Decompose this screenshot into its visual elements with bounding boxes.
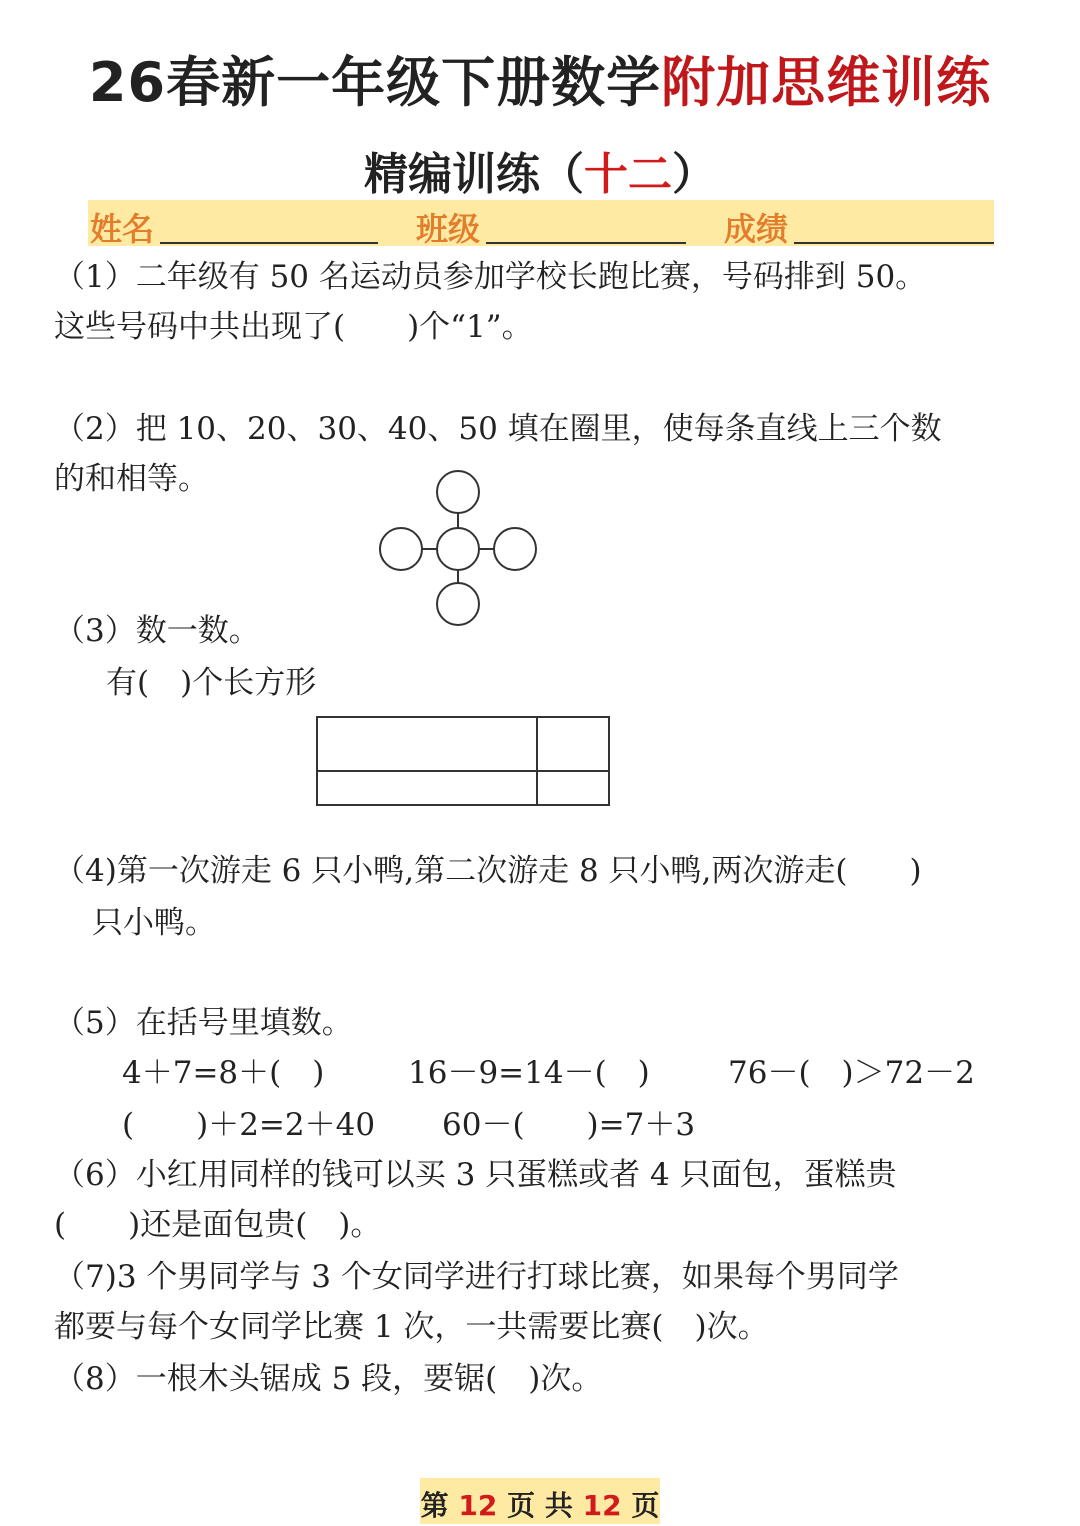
subtitle-number: 十二 xyxy=(584,149,672,200)
circle-right[interactable] xyxy=(494,528,536,570)
rectangle-horizontal-divider xyxy=(316,770,610,772)
q5-equation-c: 76－( )＞72－2 xyxy=(728,1055,975,1091)
footer-prefix: 第 xyxy=(420,1489,449,1522)
subtitle-prefix: 精编训练（ xyxy=(364,149,584,200)
rectangle-vertical-divider xyxy=(536,716,538,806)
footer-suffix: 页 xyxy=(631,1489,660,1522)
cross-circle-figure xyxy=(370,466,550,632)
score-field[interactable] xyxy=(794,242,994,244)
total-page-number: 12 xyxy=(582,1489,622,1522)
q4-line2: 只小鸭。 xyxy=(92,905,216,941)
class-label: 班级 xyxy=(416,210,481,248)
name-field[interactable] xyxy=(160,242,378,244)
q6-line2: ( )还是面包贵( )。 xyxy=(54,1207,382,1243)
q8-line1: （8）一根木头锯成 5 段，要锯( )次。 xyxy=(54,1361,603,1397)
title-highlight: 附加思维训练 xyxy=(661,51,992,114)
q2-line1: （2）把 10、20、30、40、50 填在圈里，使每条直线上三个数 xyxy=(54,411,942,447)
footer-middle: 页 共 xyxy=(507,1489,573,1522)
q3-line1: （3）数一数。 xyxy=(54,613,260,649)
info-bar xyxy=(88,200,994,246)
q5-equation-b: 16－9=14－( ) xyxy=(408,1055,650,1091)
q5-equation-a: 4＋7=8＋( ) xyxy=(122,1055,325,1091)
current-page-number: 12 xyxy=(458,1489,498,1522)
q3-line2: 有( )个长方形 xyxy=(106,665,317,701)
rectangle-figure xyxy=(316,716,610,806)
q5-equation-d: ( )＋2=2＋40 xyxy=(122,1107,376,1143)
page-title xyxy=(0,40,1080,117)
name-label: 姓名 xyxy=(90,210,155,248)
q5-line1: （5）在括号里填数。 xyxy=(54,1005,353,1041)
class-field[interactable] xyxy=(486,242,686,244)
page-indicator xyxy=(420,1484,660,1524)
title-main: 26春新一年级下册数学 xyxy=(88,51,662,114)
circle-center[interactable] xyxy=(437,528,479,570)
subtitle-suffix: ） xyxy=(672,149,716,200)
q2-line2: 的和相等。 xyxy=(54,461,209,497)
q1-line1: （1）二年级有 50 名运动员参加学校长跑比赛，号码排到 50。 xyxy=(54,259,927,295)
circle-bottom[interactable] xyxy=(437,583,479,625)
q5-equation-e: 60－( )=7＋3 xyxy=(442,1107,696,1143)
q7-line1: （7)3 个男同学与 3 个女同学进行打球比赛，如果每个男同学 xyxy=(54,1259,899,1295)
q7-line2: 都要与每个女同学比赛 1 次，一共需要比赛( )次。 xyxy=(54,1309,769,1345)
q1-line2: 这些号码中共出现了( )个“1”。 xyxy=(54,309,533,345)
q6-line1: （6）小红用同样的钱可以买 3 只蛋糕或者 4 只面包，蛋糕贵 xyxy=(54,1157,897,1193)
q4-line1: （4)第一次游走 6 只小鸭,第二次游走 8 只小鸭,两次游走( ) xyxy=(54,853,922,889)
score-label: 成绩 xyxy=(724,210,789,248)
circle-left[interactable] xyxy=(380,528,422,570)
subtitle xyxy=(0,138,1080,202)
circle-top[interactable] xyxy=(437,471,479,513)
